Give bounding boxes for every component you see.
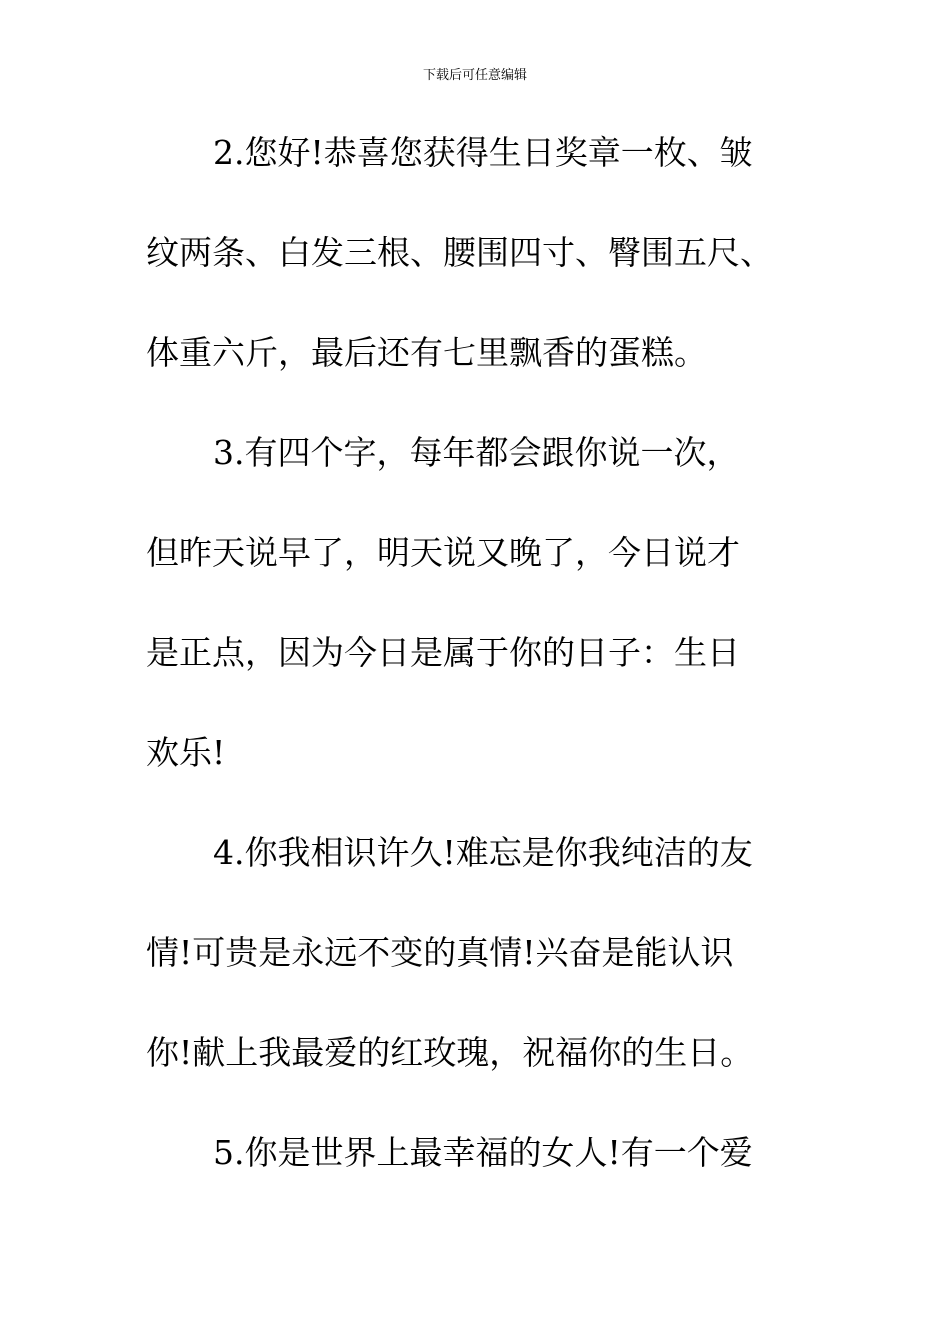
text-line-10: 你!献上我最爱的红玫瑰，祝福你的生日。 [146,1033,754,1072]
text-line-3: 体重六斤，最后还有七里飘香的蛋糕。 [146,333,707,372]
text-line-2: 纹两条、白发三根、腰围四寸、臀围五尺、 [146,233,773,272]
text-line-1: 2.您好!恭喜您获得生日奖章一枚、皱 [213,133,753,172]
text-line-11: 5.你是世界上最幸福的女人!有一个爱 [213,1133,753,1172]
text-line-5: 但昨天说早了，明天说又晚了，今日说才 [146,533,740,572]
text-line-8: 4.你我相识许久!难忘是你我纯洁的友 [213,833,753,872]
text-line-9: 情!可贵是永远不变的真情!兴奋是能认识 [146,933,734,972]
text-line-7: 欢乐! [146,733,226,772]
text-line-6: 是正点，因为今日是属于你的日子：生日 [146,633,740,672]
page-header: 下载后可任意编辑 [422,68,527,83]
text-line-4: 3.有四个字，每年都会跟你说一次， [213,433,740,472]
